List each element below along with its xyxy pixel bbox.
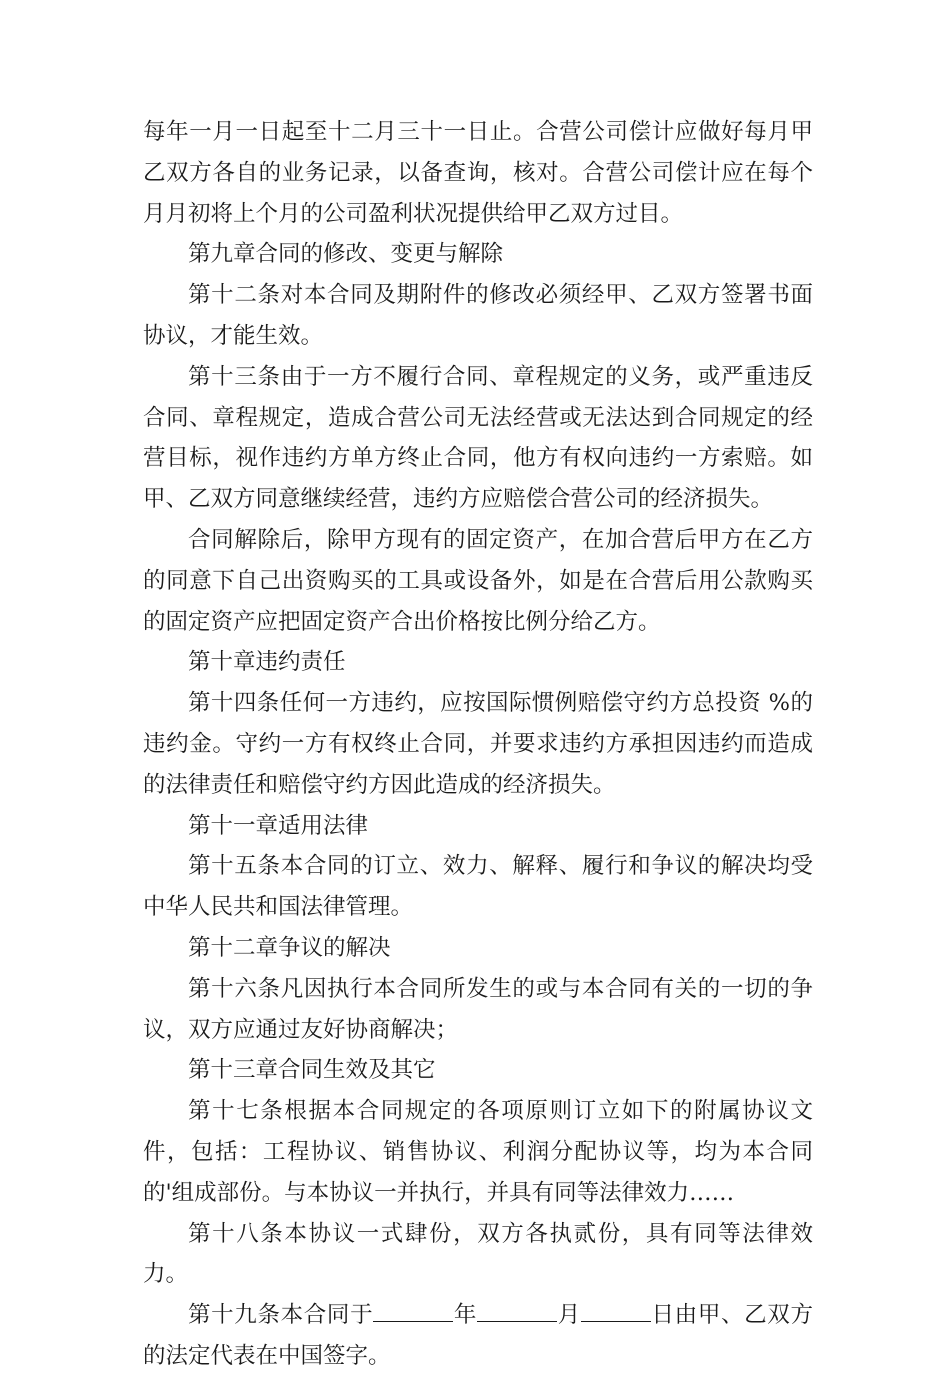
paragraph-dissolution: 合同解除后，除甲方现有的固定资产，在加合营后甲方在乙方的同意下自己出资购买的工具或设备外，如是在合营后用公款购买的固定资产应把固定资产合出价格按比例分给乙方。 <box>143 526 813 635</box>
chapter-11-heading: 第十一章适用法律 <box>188 812 369 839</box>
month-label: 月 <box>557 1302 581 1329</box>
article-19-suffix: 日由甲、乙双方的法定代表在中国签字。 <box>143 1302 813 1369</box>
article-19-prefix: 第十九条本合同于 <box>188 1302 374 1329</box>
chapter-10-heading: 第十章违约责任 <box>188 649 346 676</box>
article-15: 第十五条本合同的订立、效力、解释、履行和争议的解决均受中华人民共和国法律管理。 <box>143 853 813 921</box>
day-blank[interactable] <box>581 1295 651 1322</box>
article-16: 第十六条凡因执行本合同所发生的或与本合同有关的一切的争议，双方应通过友好协商解决； <box>143 975 813 1043</box>
document-page <box>143 112 813 1377</box>
article-19 <box>143 1295 813 1377</box>
paragraph-accounting: 每年一月一日起至十二月三十一日止。合营公司偿计应做好每月甲乙双方各自的业务记录，以备查询，核对。合营公司偿计应在每个月月初将上个月的公司盈利状况提供给甲乙双方过目。 <box>143 119 813 227</box>
article-13: 第十三条由于一方不履行合同、章程规定的义务，或严重违反合同、章程规定，造成合营公司无法经营或无法达到合同规定的经营目标，视作违约方单方终止合同，他方有权向违约一方索赔。如甲、乙双方同意继续经营，违约方应赔偿合营公司的经济损失。 <box>143 363 813 513</box>
year-blank[interactable] <box>373 1295 453 1322</box>
article-14: 第十四条任何一方违约，应按国际惯例赔偿守约方总投资 %的违约金。守约一方有权终止合同，并要求违约方承担因违约而造成的法律责任和赔偿守约方因此造成的经济损失。 <box>143 690 813 798</box>
chapter-12-heading: 第十二章争议的解决 <box>188 934 391 961</box>
article-12: 第十二条对本合同及期附件的修改必须经甲、乙双方签署书面协议，才能生效。 <box>143 282 813 349</box>
article-17: 第十七条根据本合同规定的各项原则订立如下的附属协议文件，包括：工程协议、销售协议、利润分配协议等，均为本合同的'组成部份。与本协议一并执行，并具有同等法律效力…… <box>143 1098 813 1206</box>
chapter-9-heading: 第九章合同的修改、变更与解除 <box>188 241 504 268</box>
article-18: 第十八条本协议一式肆份，双方各执贰份，具有同等法律效力。 <box>143 1220 813 1288</box>
year-label: 年 <box>453 1302 478 1329</box>
month-blank[interactable] <box>477 1295 557 1322</box>
chapter-13-heading: 第十三章合同生效及其它 <box>188 1057 436 1084</box>
